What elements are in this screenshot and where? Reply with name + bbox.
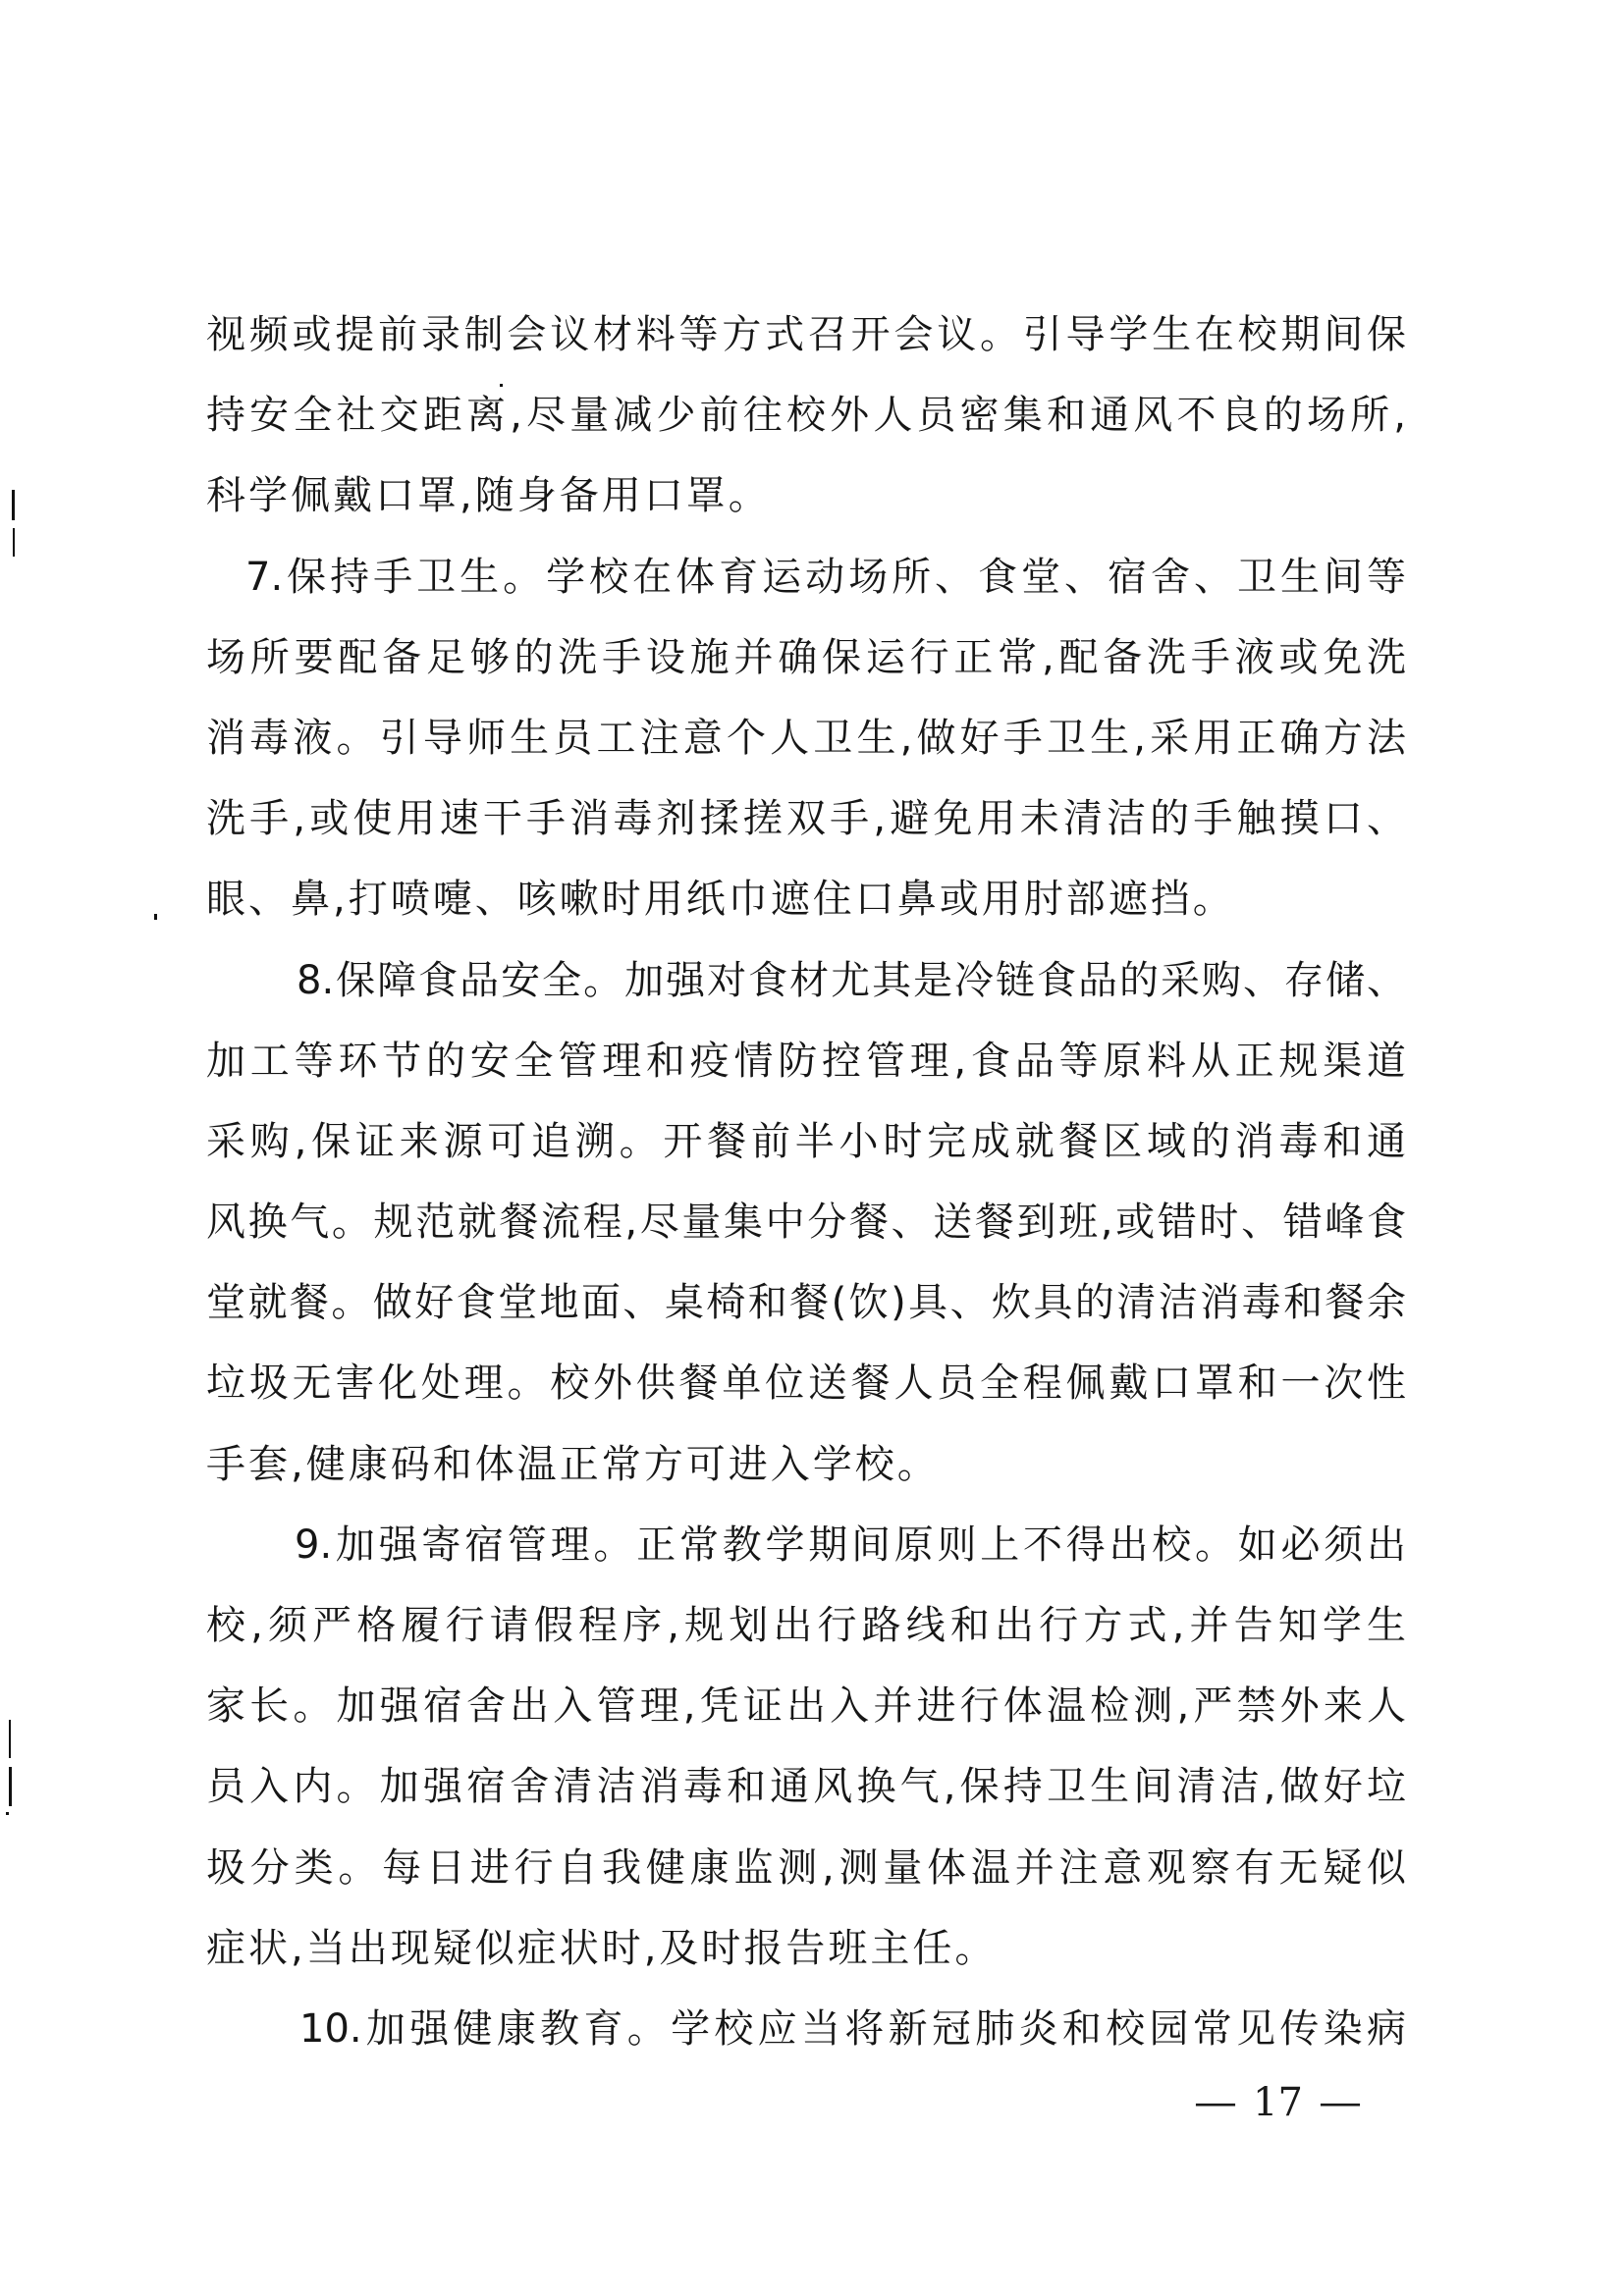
document-text-block (206, 294, 1406, 2069)
scan-artifact-mark (12, 490, 15, 520)
page-number: 17 (1253, 2080, 1303, 2125)
text-line: 持安全社交距离,尽量减少前往校外人员密集和通风不良的场所, (206, 393, 1406, 439)
text-line: 消毒液。引导师生员工注意个人卫生,做好手卫生,采用正确方法 (206, 715, 1406, 761)
text-line: 风换气。规范就餐流程,尽量集中分餐、送餐到班,或错时、错峰食 (206, 1200, 1406, 1246)
text-line: 员入内。加强宿舍清洁消毒和通风换气,保持卫生间清洁,做好垃 (206, 1764, 1406, 1810)
scan-artifact-dot (500, 384, 503, 387)
text-line-item-8: 8.保障食品安全。加强对食材尤其是冷链食品的采购、存储、 (297, 957, 1406, 1003)
text-line: 校,须严格履行请假程序,规划出行路线和出行方式,并告知学生 (206, 1603, 1406, 1648)
scan-artifact-mark (13, 528, 15, 557)
text-line: 视频或提前录制会议材料等方式召开会议。引导学生在校期间保 (206, 312, 1406, 357)
text-line-item-7: 7.保持手卫生。学校在体育运动场所、食堂、宿舍、卫生间等 (245, 554, 1406, 600)
text-line: 圾分类。每日进行自我健康监测,测量体温并注意观察有无疑似 (206, 1844, 1406, 1891)
text-line: 加工等环节的安全管理和疫情防控管理,食品等原料从正规渠道 (206, 1038, 1406, 1084)
scan-artifact-dot (154, 914, 157, 920)
scan-artifact-mark (9, 1767, 12, 1806)
text-line: 采购,保证来源可追溯。开餐前半小时完成就餐区域的消毒和通 (206, 1118, 1406, 1164)
text-line: 场所要配备足够的洗手设施并确保运行正常,配备洗手液或免洗 (206, 634, 1406, 680)
text-line: 家长。加强宿舍出入管理,凭证出入并进行体温检测,严禁外来人 (206, 1683, 1406, 1730)
text-line: 科学佩戴口罩,随身备用口罩。 (206, 473, 771, 519)
text-line-item-10: 10.加强健康教育。学校应当将新冠肺炎和校园常见传染病 (299, 2005, 1406, 2052)
text-line: 堂就餐。做好食堂地面、桌椅和餐(饮)具、炊具的清洁消毒和餐余 (206, 1280, 1406, 1326)
scan-artifact-mark (9, 1720, 11, 1758)
footer-dash-left: — (1194, 2080, 1237, 2125)
page-footer (1196, 2074, 1360, 2131)
text-line: 垃圾无害化处理。校外供餐单位送餐人员全程佩戴口罩和一次性 (206, 1361, 1406, 1407)
text-line-item-9: 9.加强寄宿管理。正常教学期间原则上不得出校。如必须出 (295, 1522, 1406, 1568)
text-line: 眼、鼻,打喷嚏、咳嗽时用纸巾遮住口鼻或用肘部遮挡。 (206, 877, 1235, 923)
scan-artifact-dot (6, 1812, 9, 1815)
text-line: 症状,当出现疑似症状时,及时报告班主任。 (206, 1925, 998, 1971)
text-line: 洗手,或使用速干手消毒剂揉搓双手,避免用未清洁的手触摸口、 (206, 796, 1406, 842)
text-line: 手套,健康码和体温正常方可进入学校。 (206, 1441, 940, 1487)
footer-dash-right: — (1318, 2080, 1362, 2125)
